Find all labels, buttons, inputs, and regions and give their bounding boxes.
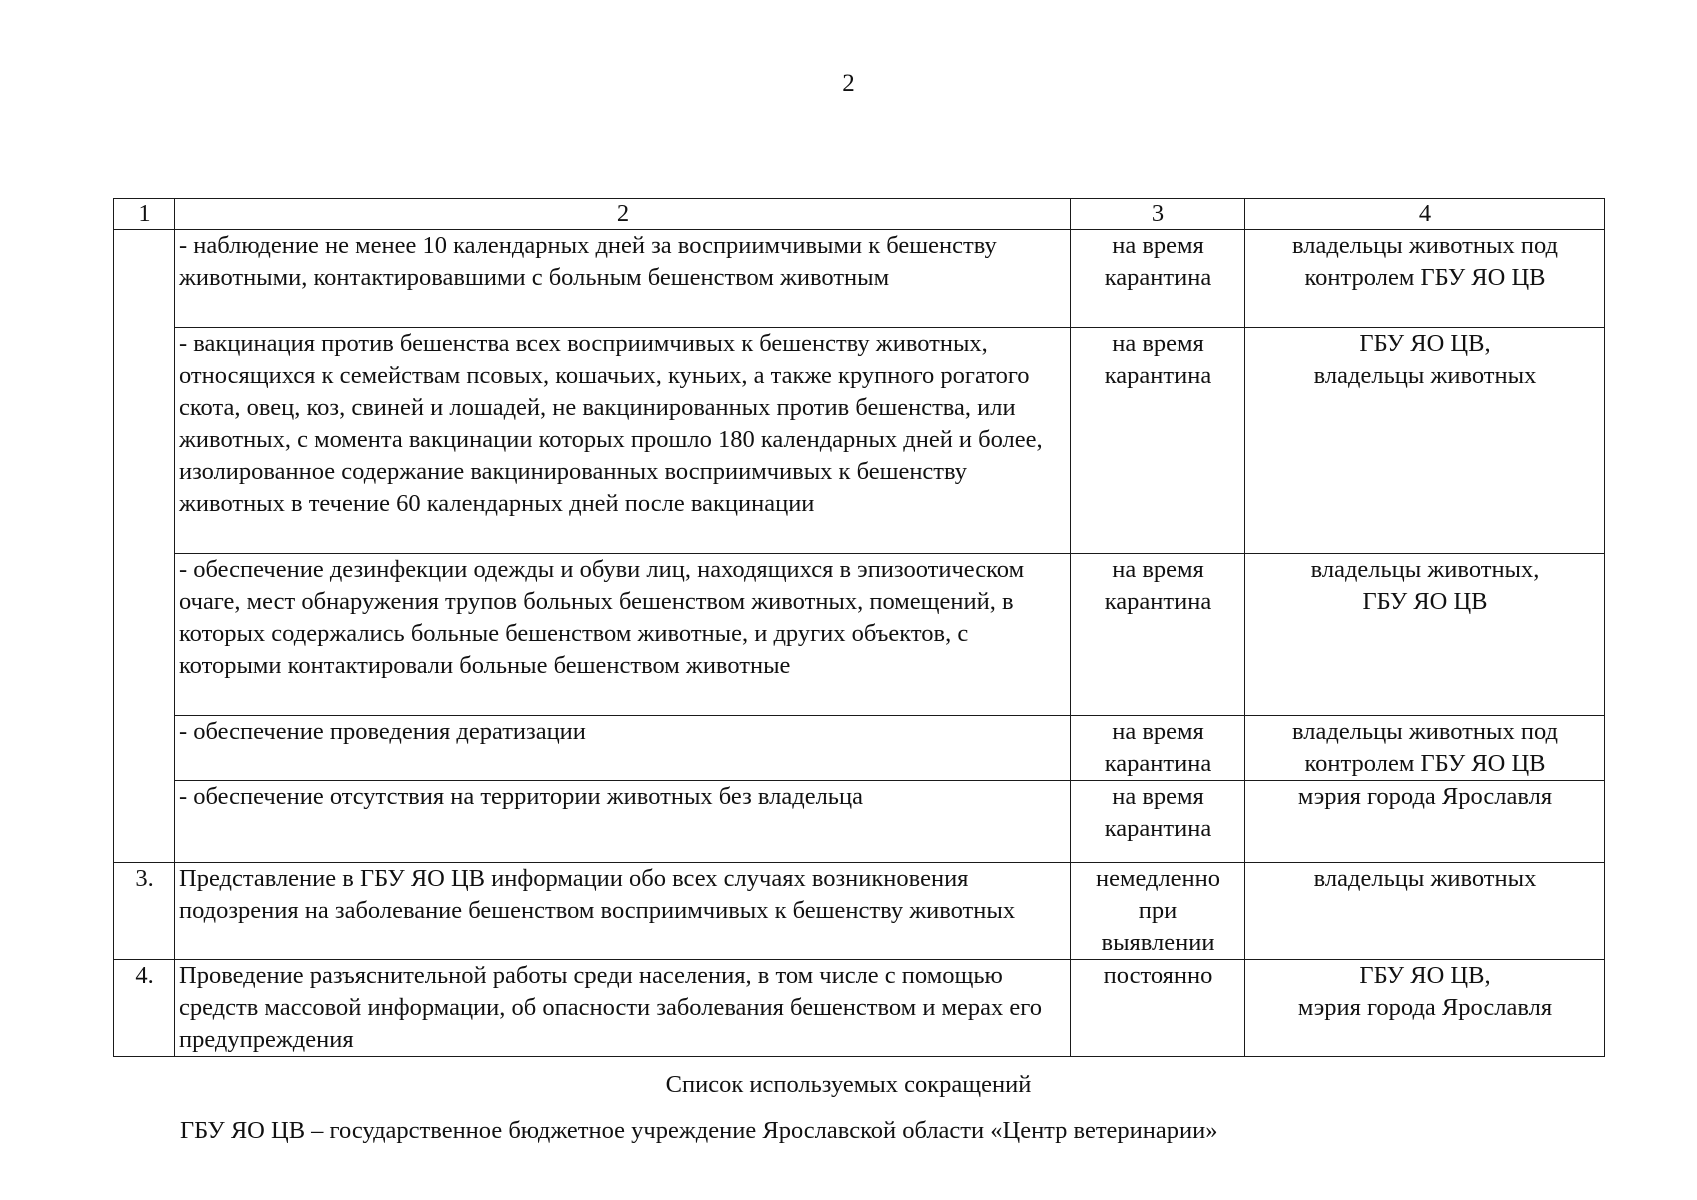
table-row: [114, 716, 1605, 781]
term-cell: постоянно: [1071, 960, 1245, 1057]
measures-table: [113, 198, 1605, 1057]
term-cell: на время карантина: [1071, 716, 1245, 781]
table-row: [114, 863, 1605, 960]
table-row: [114, 554, 1605, 716]
page-number: 2: [842, 70, 855, 97]
table-header-row: [114, 199, 1605, 230]
row-number-cell: [114, 230, 175, 863]
responsible-cell: ГБУ ЯО ЦВ, владельцы животных: [1245, 328, 1605, 554]
row-number-cell: 4.: [114, 960, 175, 1057]
action-cell: - обеспечение дезинфекции одежды и обуви лиц, находящихся в эпизоотическом очаге, мест обнаружения трупов больных бешенством животных, помещений, в которых содержались больные бешенством животные, и других объектов, с которыми контактировали больные бешенством животные: [175, 554, 1071, 716]
abbreviations-title: Список используемых сокращений: [665, 1071, 1032, 1098]
row-number-cell: 3.: [114, 863, 175, 960]
action-cell: - наблюдение не менее 10 календарных дней за восприимчивыми к бешенству животными, контактировавшими с больным бешенством животным: [175, 230, 1071, 328]
header-col-1: 1: [114, 199, 175, 230]
abbreviation-entry: ГБУ ЯО ЦВ – государственное бюджетное учреждение Ярославской области «Центр ветеринарии»: [180, 1117, 1218, 1144]
table-row: [114, 781, 1605, 863]
term-cell: на время карантина: [1071, 328, 1245, 554]
responsible-cell: владельцы животных: [1245, 863, 1605, 960]
term-cell: на время карантина: [1071, 230, 1245, 328]
header-col-4: 4: [1245, 199, 1605, 230]
action-cell: - вакцинация против бешенства всех восприимчивых к бешенству животных, относящихся к семействам псовых, кошачьих, куньих, а также крупного рогатого скота, овец, коз, свиней и лошадей, не вакцинированных против бешенства, или животных, с момента вакцинации которых прошло 180 календарных дней и более, изолированное содержание вакцинированных восприимчивых к бешенству животных в течение 60 календарных дней после вакцинации: [175, 328, 1071, 554]
action-cell: - обеспечение проведения дератизации: [175, 716, 1071, 781]
header-col-3: 3: [1071, 199, 1245, 230]
responsible-cell: мэрия города Ярославля: [1245, 781, 1605, 863]
term-cell: на время карантина: [1071, 554, 1245, 716]
responsible-cell: владельцы животных под контролем ГБУ ЯО ЦВ: [1245, 230, 1605, 328]
responsible-cell: ГБУ ЯО ЦВ, мэрия города Ярославля: [1245, 960, 1605, 1057]
term-cell: немедленно при выявлении: [1071, 863, 1245, 960]
term-cell: на время карантина: [1071, 781, 1245, 863]
header-col-2: 2: [175, 199, 1071, 230]
table-row: [114, 328, 1605, 554]
table-row: [114, 960, 1605, 1057]
responsible-cell: владельцы животных под контролем ГБУ ЯО ЦВ: [1245, 716, 1605, 781]
action-cell: - обеспечение отсутствия на территории животных без владельца: [175, 781, 1071, 863]
table-row: [114, 230, 1605, 328]
action-cell: Проведение разъяснительной работы среди населения, в том числе с помощью средств массовой информации, об опасности заболевания бешенством и мерах его предупреждения: [175, 960, 1071, 1057]
responsible-cell: владельцы животных, ГБУ ЯО ЦВ: [1245, 554, 1605, 716]
action-cell: Представление в ГБУ ЯО ЦВ информации обо всех случаях возникновения подозрения на заболевание бешенством восприимчивых к бешенству животных: [175, 863, 1071, 960]
